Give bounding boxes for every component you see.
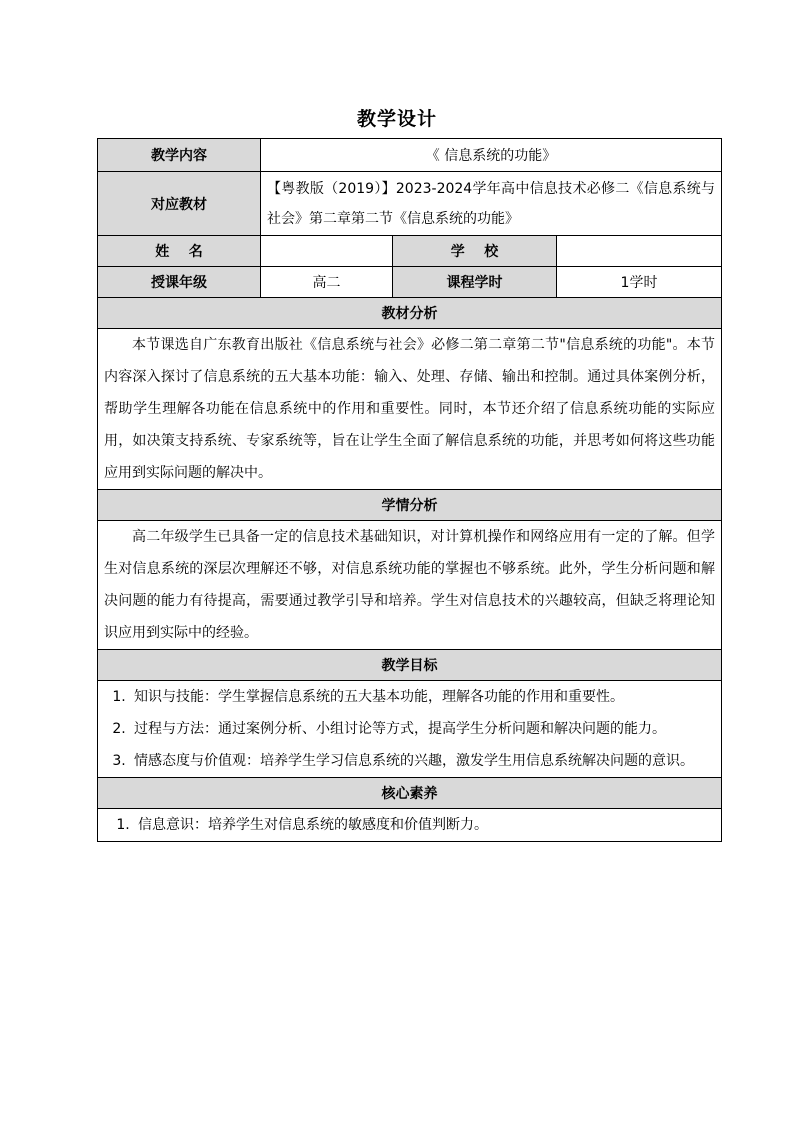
section-goals-body-row — [98, 681, 722, 778]
list-number: 2. — [112, 721, 126, 737]
literacy-list — [98, 809, 722, 842]
label-grade: 授课年级 — [98, 267, 261, 298]
row-name-school — [98, 236, 722, 267]
student-analysis-text: 高二年级学生已具备一定的信息技术基础知识，对计算机操作和网络应用有一定的了解。但学生对信息系统的深层次理解还不够，对信息系统功能的掌握也不够系统。此外，学生分析问题和解决问题的能力有待提高，需要通过教学引导和培养。学生对信息技术的兴趣较高，但缺乏将理论知识应用到实际中的经验。 — [98, 521, 722, 650]
list-number: 1. — [116, 817, 130, 833]
section-students-heading-row — [98, 490, 722, 521]
label-school: 学 校 — [393, 236, 557, 267]
list-number: 1. — [112, 689, 126, 705]
row-grade-hours — [98, 267, 722, 298]
label-content: 教学内容 — [98, 139, 261, 172]
row-textbook — [98, 172, 722, 236]
list-text: 情感态度与价值观：培养学生学习信息系统的兴趣，激发学生用信息系统解决问题的意识。 — [134, 753, 694, 769]
section-material-heading-row — [98, 298, 722, 329]
list-item — [104, 745, 715, 777]
list-item — [104, 681, 715, 713]
label-name: 姓 名 — [98, 236, 261, 267]
section-heading-goals: 教学目标 — [98, 650, 722, 681]
value-school — [557, 236, 722, 267]
label-hours: 课程学时 — [393, 267, 557, 298]
value-grade: 高二 — [261, 267, 393, 298]
value-textbook: 【粤教版（2019）】2023-2024学年高中信息技术必修二《信息系统与社会》第二章第二节《信息系统的功能》 — [261, 172, 722, 236]
row-content — [98, 139, 722, 172]
section-heading-material: 教材分析 — [98, 298, 722, 329]
section-literacy-body-row — [98, 809, 722, 842]
lesson-plan-table — [97, 138, 722, 842]
document-title: 教学设计 — [356, 108, 437, 130]
list-text: 知识与技能：学生掌握信息系统的五大基本功能，理解各功能的作用和重要性。 — [134, 689, 624, 705]
section-students-body-row — [98, 521, 722, 650]
list-number: 3. — [112, 753, 126, 769]
list-text: 信息意识：培养学生对信息系统的敏感度和价值判断力。 — [138, 817, 488, 833]
section-material-body-row — [98, 329, 722, 490]
list-text: 过程与方法：通过案例分析、小组讨论等方式，提高学生分析问题和解决问题的能力。 — [134, 721, 666, 737]
list-item — [108, 809, 711, 841]
list-item — [104, 713, 715, 745]
section-heading-literacy: 核心素养 — [98, 778, 722, 809]
value-hours: 1学时 — [557, 267, 722, 298]
value-content: 《 信息系统的功能》 — [261, 139, 722, 172]
goals-list — [98, 681, 722, 778]
section-goals-heading-row — [98, 650, 722, 681]
label-textbook: 对应教材 — [98, 172, 261, 236]
material-analysis-text: 本节课选自广东教育出版社《信息系统与社会》必修二第二章第二节"信息系统的功能"。本节内容深入探讨了信息系统的五大基本功能：输入、处理、存储、输出和控制。通过具体案例分析，帮助学生理解各功能在信息系统中的作用和重要性。同时，本节还介绍了信息系统功能的实际应用，如决策支持系统、专家系统等，旨在让学生全面了解信息系统的功能，并思考如何将这些功能应用到实际问题的解决中。 — [98, 329, 722, 490]
value-name — [261, 236, 393, 267]
section-literacy-heading-row — [98, 778, 722, 809]
section-heading-students: 学情分析 — [98, 490, 722, 521]
